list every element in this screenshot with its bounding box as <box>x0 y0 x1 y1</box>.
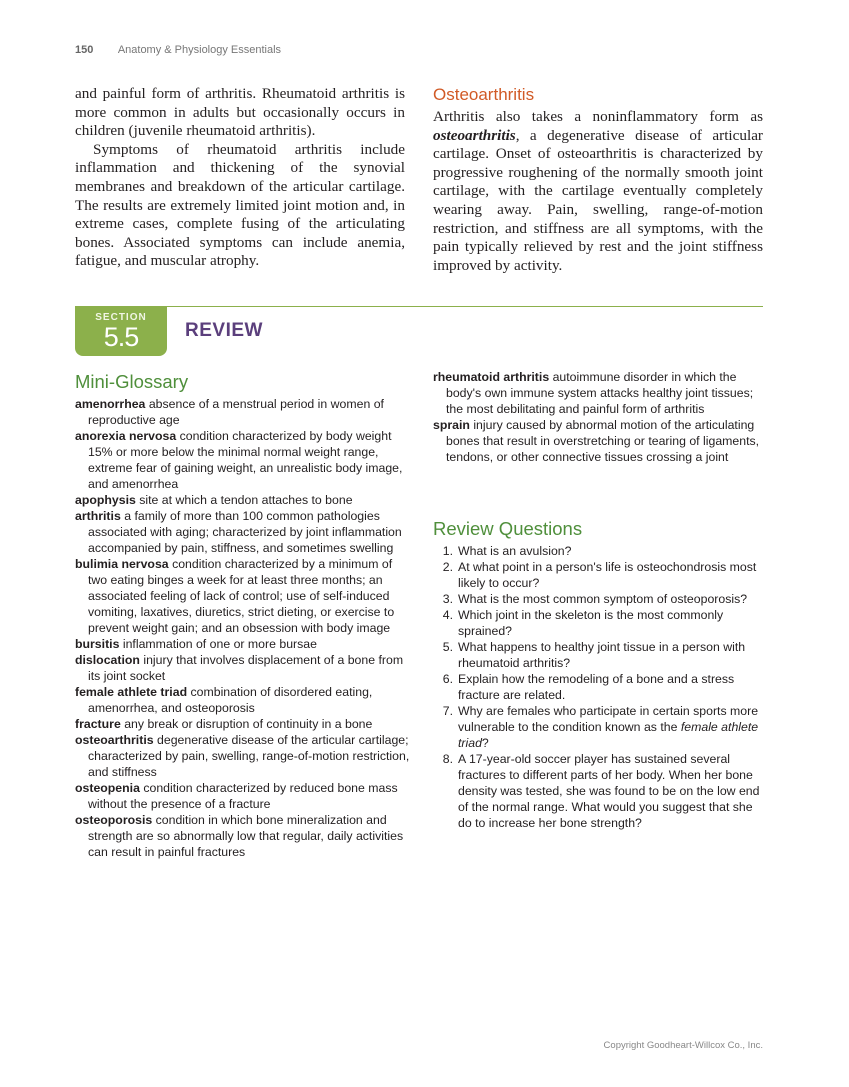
glossary-left-column <box>75 371 410 860</box>
question-number: 2. <box>442 560 453 574</box>
glossary-definition: absence of a menstrual period in women of reproductive age <box>88 397 384 427</box>
glossary-entry <box>75 636 410 652</box>
glossary-definition: site at which a tendon attaches to bone <box>139 493 353 507</box>
oa-key-term: osteoarthritis <box>433 126 516 144</box>
question-text: What is the most common symptom of osteoporosis? <box>458 592 748 606</box>
question-item <box>433 639 768 671</box>
oa-text-before: Arthritis also takes a noninflammatory form as <box>433 108 763 125</box>
question-text: At what point in a person's life is osteochondrosis most likely to occur? <box>458 560 757 590</box>
osteoarthritis-heading: Osteoarthritis <box>433 85 535 104</box>
glossary-term: arthritis <box>75 509 121 523</box>
glossary-entry <box>75 556 410 636</box>
glossary-term: osteoporosis <box>75 813 153 827</box>
question-item <box>433 543 768 559</box>
glossary-list-left <box>75 396 410 860</box>
question-item <box>433 559 768 591</box>
question-item <box>433 591 768 607</box>
glossary-term: rheumatoid arthritis <box>433 370 550 384</box>
review-questions-heading: Review Questions <box>433 518 583 539</box>
question-text: What happens to healthy joint tissue in a person with rheumatoid arthritis? <box>458 640 746 670</box>
section-divider <box>75 306 763 307</box>
glossary-term: osteopenia <box>75 781 140 795</box>
left-body-column <box>75 85 405 271</box>
glossary-entry <box>433 369 768 417</box>
question-number: 6. <box>442 672 453 686</box>
body-paragraph-1: and painful form of arthritis. Rheumatoid arthritis is more common in adults but occasionally occurs in children (juvenile rheumatoid arthritis). <box>75 85 405 140</box>
question-text: A 17-year-old soccer player has sustained several fractures to different parts of her body. When her bone density was tested, she was found to be on the low end of the normal range. What would you suggest that she do to increase her bone strength? <box>458 752 760 830</box>
glossary-definition: condition in which bone mineralization and strength are so abnormally low that regular, daily activities can result in painful fractures <box>88 813 404 859</box>
osteoarthritis-paragraph <box>433 108 763 275</box>
question-number: 7. <box>442 704 453 718</box>
glossary-term: bursitis <box>75 637 120 651</box>
glossary-entry <box>75 780 410 812</box>
glossary-definition: condition characterized by a minimum of two eating binges a week for at least three months; an associated feeling of lack of control; use of self-induced vomiting, laxatives, diuretics, strict dieting, or exercise to prevent weight gain; and an obsession with body image <box>88 557 395 635</box>
review-questions <box>433 518 768 831</box>
glossary-term: amenorrhea <box>75 397 146 411</box>
section-number: 5.5 <box>103 322 139 352</box>
section-badge <box>75 307 167 356</box>
glossary-entry <box>75 684 410 716</box>
section-label: SECTION <box>95 312 147 323</box>
glossary-term: apophysis <box>75 493 136 507</box>
glossary-entry <box>75 812 410 860</box>
glossary-definition: injury that involves displacement of a bone from its joint socket <box>88 653 404 683</box>
glossary-term: anorexia nervosa <box>75 429 177 443</box>
glossary-entry <box>75 396 410 428</box>
body-paragraph-2: Symptoms of rheumatoid arthritis include inflammation and thickening of the synovial membranes and breakdown of the articular cartilage. The results are extremely limited joint motion and, in extreme cases, complete fusing of the articulating bones. Associated symptoms can include anemia, fatigue, and muscular atrophy. <box>75 140 405 270</box>
page-number: 150 <box>75 44 94 56</box>
glossary-term: bulimia nervosa <box>75 557 169 571</box>
glossary-definition: inflammation of one or more bursae <box>122 637 317 651</box>
glossary-entry <box>75 652 410 684</box>
glossary-term: sprain <box>433 418 470 432</box>
glossary-entry <box>75 508 410 556</box>
glossary-definition: condition characterized by reduced bone mass without the presence of a fracture <box>88 781 398 811</box>
question-text-after: ? <box>481 736 489 750</box>
glossary-entry <box>75 428 410 492</box>
glossary-heading: Mini-Glossary <box>75 371 189 392</box>
question-number: 5. <box>442 640 453 654</box>
glossary-entry <box>75 732 410 780</box>
running-header <box>75 44 281 56</box>
question-number: 4. <box>442 608 453 622</box>
question-text: What is an avulsion? <box>458 544 572 558</box>
question-list <box>433 543 768 831</box>
glossary-definition: any break or disruption of continuity in a bone <box>124 717 373 731</box>
book-title: Anatomy & Physiology Essentials <box>117 44 282 56</box>
glossary-term: female athlete triad <box>75 685 188 699</box>
question-number: 8. <box>442 752 453 766</box>
glossary-term: dislocation <box>75 653 140 667</box>
glossary-entry <box>75 716 410 732</box>
question-number: 3. <box>442 592 453 606</box>
review-title: REVIEW <box>185 320 263 341</box>
glossary-right-column <box>433 369 768 465</box>
glossary-definition: injury caused by abnormal motion of the articulating bones that result in overstretching or tearing of ligaments, tendons, or other connective tissues crossing a joint <box>446 418 760 464</box>
glossary-entry <box>75 492 410 508</box>
glossary-term: osteoarthritis <box>75 733 154 747</box>
question-item <box>433 607 768 639</box>
question-number: 1. <box>442 544 453 558</box>
glossary-definition: a family of more than 100 common pathologies associated with aging; characterized by joint inflammation accompanied by pain, stiffness, and sometimes swelling <box>88 509 402 555</box>
question-item <box>433 703 768 751</box>
glossary-definition: condition characterized by body weight 15% or more below the minimal normal weight range, extreme fear of gaining weight, an unrealistic body image, and amenorrhea <box>88 429 403 491</box>
glossary-definition: autoimmune disorder in which the body's own immune system attacks healthy joint tissues; the most debilitating and painful form of arthritis <box>446 370 754 416</box>
glossary-entry <box>433 417 768 465</box>
question-item <box>433 671 768 703</box>
copyright-footer: Copyright Goodheart-Willcox Co., Inc. <box>603 1040 763 1051</box>
question-text: Explain how the remodeling of a bone and a stress fracture are related. <box>458 672 735 702</box>
oa-text-after: , a degenerative disease of articular cartilage. Onset of osteoarthritis is characterized by progressive roughening of the normally smooth joint cartilage, with the cartilage eventually completely wearing away. Pain, swelling, range-of-motion restriction, and stiffness are all symptoms, with the pain typically relieved by rest and the joint stiffness improved by activity. <box>433 126 763 274</box>
glossary-list-right <box>433 369 768 465</box>
question-emphasis: female athlete triad <box>458 720 759 750</box>
glossary-definition: degenerative disease of the articular cartilage; characterized by pain, swelling, range-of-motion restriction, and stiffness <box>88 733 410 779</box>
glossary-definition: combination of disordered eating, amenorrhea, and osteoporosis <box>88 685 373 715</box>
question-text: Why are females who participate in certain sports more vulnerable to the condition known as the <box>458 704 759 734</box>
glossary-term: fracture <box>75 717 121 731</box>
question-text: Which joint in the skeleton is the most commonly sprained? <box>458 608 724 638</box>
question-item <box>433 751 768 831</box>
right-body-column <box>433 85 763 275</box>
